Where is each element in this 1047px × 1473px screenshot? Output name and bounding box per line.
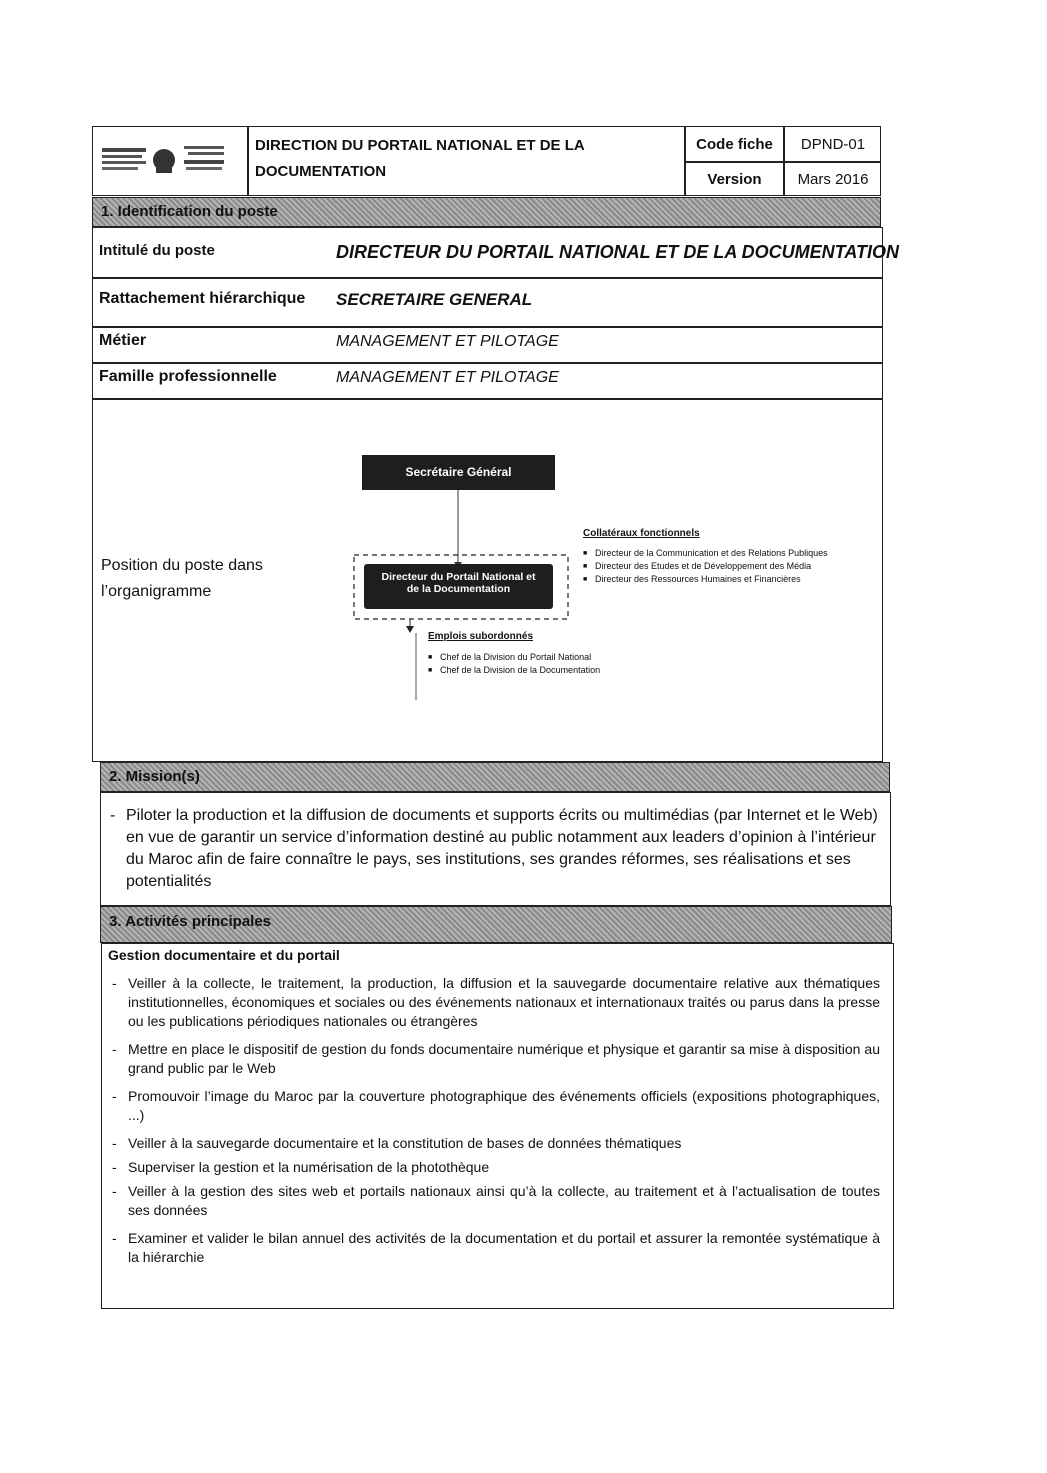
collateraux-title: Collatéraux fonctionnels [583, 528, 700, 539]
rattachement-label: Rattachement hiérarchique [99, 290, 306, 307]
version-label: Version [707, 171, 762, 188]
list-item: - Veiller à la sauvegarde documentaire et la constitution de bases de données thématiques [106, 1134, 880, 1153]
intitule-value: DIRECTEUR DU PORTAIL NATIONAL ET DE LA DOCUMENTATION [336, 242, 899, 262]
list-item: - Superviser la gestion et la numérisation de la photothèque [106, 1158, 880, 1177]
metier-value: MANAGEMENT ET PILOTAGE [336, 333, 559, 350]
intitule-label: Intitulé du poste [99, 242, 215, 259]
row-divider [92, 277, 883, 279]
metier-label: Métier [99, 332, 147, 349]
organigramme-label: Position du poste dans l’organigramme [101, 557, 263, 600]
famille-value: MANAGEMENT ET PILOTAGE [336, 369, 559, 386]
list-item: ■ Chef de la Division de la Documentation [428, 664, 688, 677]
list-item: - Veiller à la gestion des sites web et portails nationaux ainsi qu’à la collecte, au traitement et à l’actualisation de toutes ses données [106, 1182, 880, 1220]
header-title: DIRECTION DU PORTAIL NATIONAL ET DE LA DOCUMENTATION [255, 137, 585, 180]
list-item: ■ Directeur de la Communication et des Relations Publiques [583, 547, 868, 560]
org-chart [340, 450, 870, 710]
row-divider [92, 398, 883, 400]
collateraux-list [583, 547, 868, 586]
list-item: - Promouvoir l’image du Maroc par la couverture photographique des événements officiels (expositions photographiques, ...) [106, 1087, 880, 1125]
row-divider [92, 326, 883, 328]
org-box-secretaire-general: Secrétaire Général [362, 455, 555, 490]
famille-label: Famille professionnelle [99, 368, 277, 385]
code-fiche-label: Code fiche [696, 136, 773, 153]
section-3-title: 3. Activités principales [100, 906, 892, 943]
list-item: - Veiller à la collecte, le traitement, la production, la diffusion et la sauvegarde documentaire relative aux thématiques institutionnelles, économiques et sociales ou des événements nationaux et internationaux traités ou parus dans la presse ou les publications périodiques nationales ou étrangères [106, 974, 880, 1031]
header-divider [247, 126, 249, 196]
code-fiche-value: DPND-01 [800, 136, 866, 153]
section-2-title: 2. Mission(s) [100, 762, 890, 792]
org-box-directeur: Directeur du Portail National et de la Documentation [364, 564, 553, 609]
list-item: ■ Chef de la Division du Portail National [428, 651, 688, 664]
version-value: Mars 2016 [797, 171, 869, 188]
ministry-logo-icon [98, 138, 240, 182]
activities-subtitle: Gestion documentaire et du portail [108, 947, 340, 963]
subordonnes-title: Emplois subordonnés [428, 631, 534, 642]
list-item: - Mettre en place le dispositif de gestion du fonds documentaire numérique et physique et garantir sa mise à disposition au grand public par le Web [106, 1040, 880, 1078]
ministry-logo [98, 138, 240, 182]
header-divider [684, 161, 881, 163]
list-item: - Examiner et valider le bilan annuel des activités de la documentation et du portail et assurer la remontée systématique à la hiérarchie [106, 1229, 880, 1267]
list-item: - Piloter la production et la diffusion de documents et supports écrits ou multimédias (par Internet et le Web) en vue de garantir un service d’information destiné au public notamment aux leaders d’opinion à l’intérieur du Maroc afin de faire connaître le pays, ses institutions, ses grandes réformes, ses réalisations et ses potentialités [104, 805, 886, 893]
row-divider [92, 362, 883, 364]
mission-list [104, 805, 886, 893]
list-item: ■ Directeur des Ressources Humaines et Financières [583, 573, 868, 586]
list-item: ■ Directeur des Etudes et de Développement des Média [583, 560, 868, 573]
rattachement-value: SECRETAIRE GENERAL [336, 290, 533, 309]
subordonnes-list [428, 651, 688, 677]
activities-list [106, 974, 880, 1267]
section-1-title: 1. Identification du poste [92, 197, 881, 227]
